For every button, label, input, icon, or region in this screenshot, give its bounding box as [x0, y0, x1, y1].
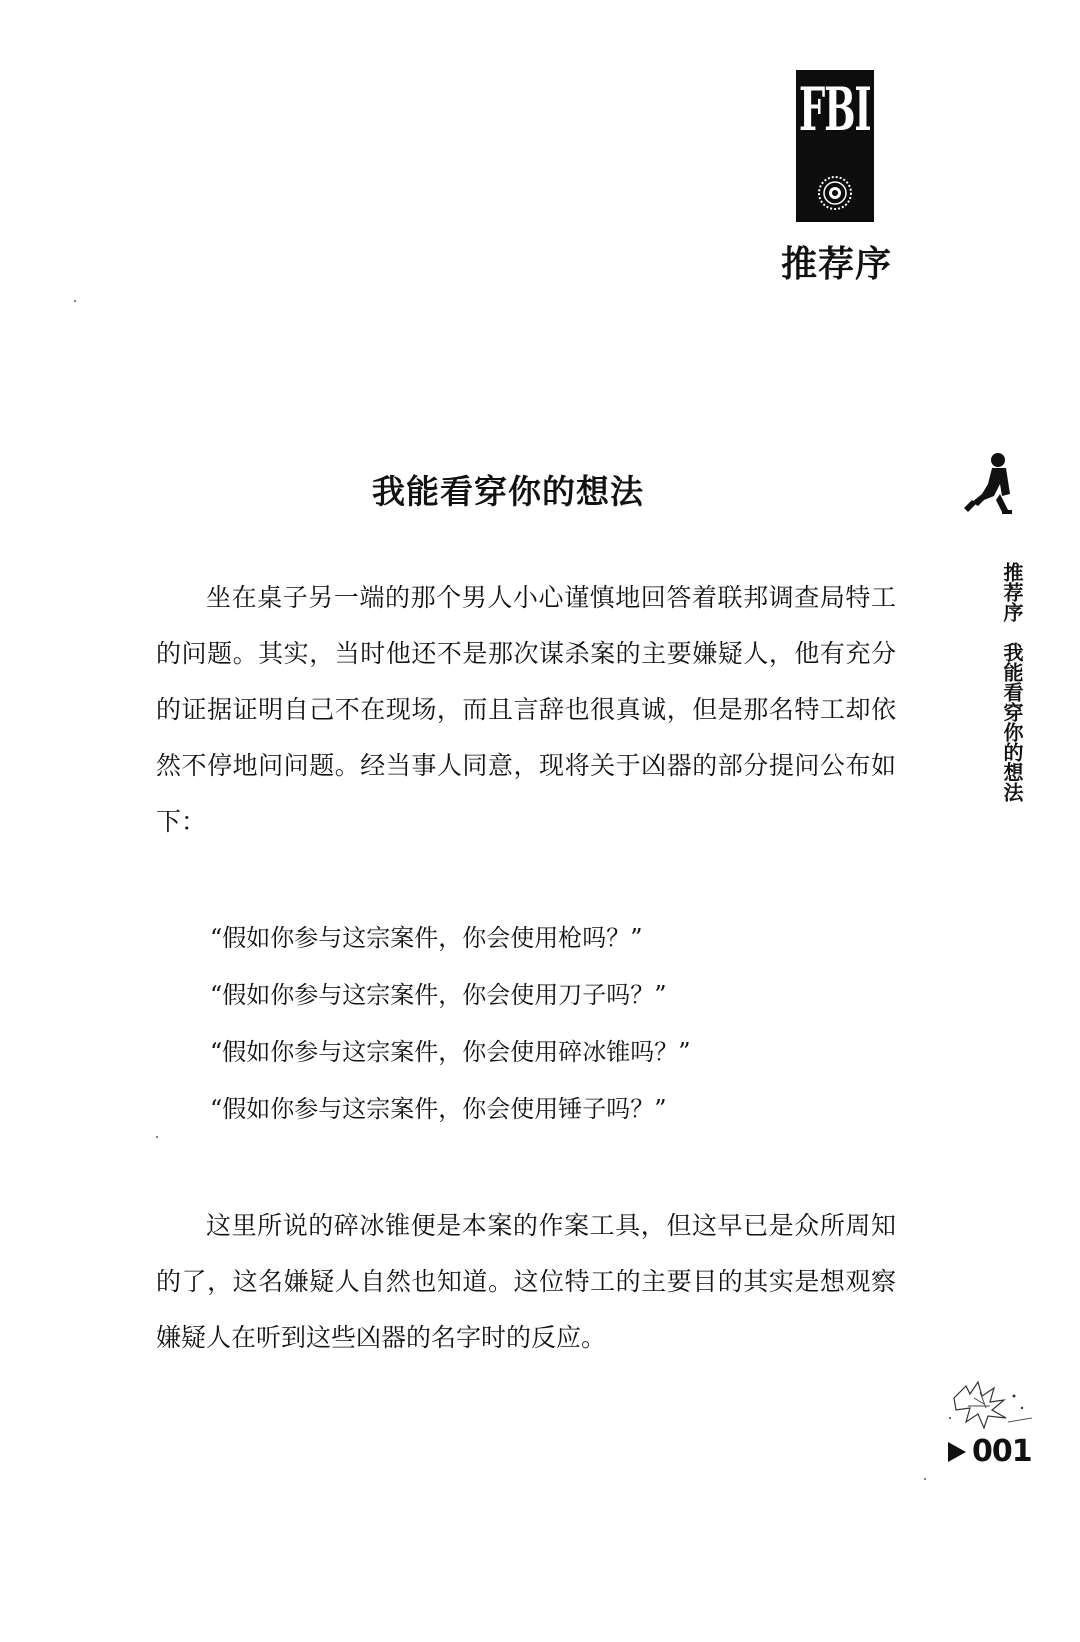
fbi-logo-text: FBI [799, 75, 871, 145]
article-title: 我能看穿你的想法 [372, 472, 644, 511]
seal-icon [816, 174, 854, 212]
section-label: 推荐序 [780, 244, 892, 285]
quote-item: “假如你参与这宗案件，你会使用锤子吗？” [210, 1095, 667, 1123]
paragraph-1: 坐在桌子另一端的那个男人小心谨慎地回答着联邦调查局特工的问题。其实，当时他还不是那次谋杀案的主要嫌疑人，他有充分的证据证明自己不在现场，而且言辞也很真诚，但是那名特工却依然不停地问问题。经当事人同意，现将关于凶器的部分提问公布如下： [156, 583, 896, 836]
scan-speck [74, 300, 76, 302]
quote-item: “假如你参与这宗案件，你会使用碎冰锥吗？” [210, 1038, 691, 1066]
paragraph-2: 这里所说的碎冰锥便是本案的作案工具，但这早已是众所周知的了，这名嫌疑人自然也知道。这位特工的主要目的其实是想观察嫌疑人在听到这些凶器的名字时的反应。 [156, 1211, 896, 1352]
page-number: 001 [972, 1434, 1032, 1469]
ink-splash-decoration [944, 1378, 1040, 1438]
quote-list [210, 910, 691, 1138]
fbi-logo [796, 70, 874, 222]
quote-item: “假如你参与这宗案件，你会使用枪吗？” [210, 924, 643, 952]
scan-speck [924, 1478, 926, 1480]
page-arrow-icon [948, 1442, 966, 1462]
running-head: 推荐序 我能看穿你的想法 [1000, 562, 1024, 802]
quote-item: “假如你参与这宗案件，你会使用刀子吗？” [210, 981, 667, 1009]
silhouette-figure-icon [962, 450, 1022, 530]
scan-speck [156, 1136, 158, 1138]
